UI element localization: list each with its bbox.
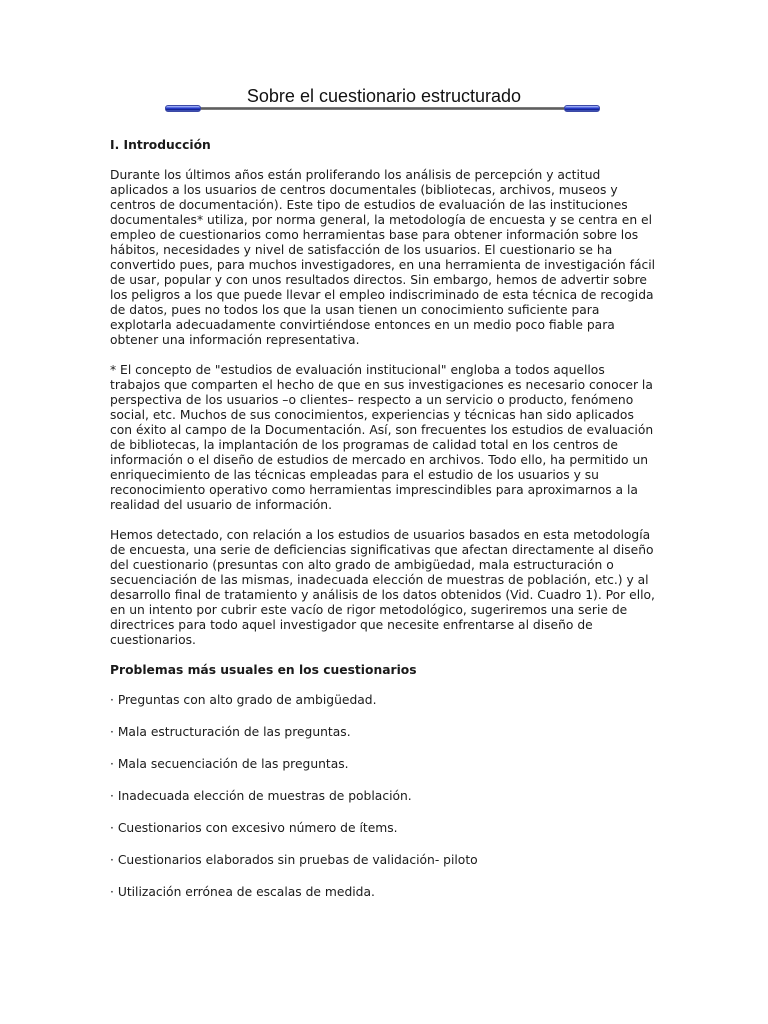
list-item: · Preguntas con alto grado de ambigüedad. (110, 693, 377, 707)
divider-cap-left (165, 105, 201, 112)
list-item: · Cuestionarios con excesivo número de ítems. (110, 821, 398, 835)
divider-cap-right (564, 105, 600, 112)
page-title: Sobre el cuestionario estructurado (246, 86, 522, 106)
list-item: · Utilización errónea de escalas de medida. (110, 885, 375, 899)
list-item: · Inadecuada elección de muestras de población. (110, 789, 412, 803)
paragraph-footnote: * El concepto de "estudios de evaluación institucional" engloba a todos aquellos trabajos que comparten el hecho de que en sus investigaciones es necesario conocer la perspectiva de los usuarios –o clientes– respecto a un servicio o producto, fenómeno social, etc. Muchos de sus conocimientos, experiencias y técnicas han sido aplicados con éxito al campo de la Documentación. Así, son frecuentes los estudios de evaluación de bibliotecas, la implantación de los programas de calidad total en los centros de información o el diseño de estudios de mercado en archivos. Todo ello, ha permitido un enriquecimiento de las técnicas empleadas para el estudio de los usuarios y su reconocimiento operativo como herramientas imprescindibles para aproximarnos a la realidad del usuario de información. (110, 363, 654, 512)
list-item: · Mala estructuración de las preguntas. (110, 725, 351, 739)
list-item: · Cuestionarios elaborados sin pruebas de validación- piloto (110, 853, 478, 867)
section-heading-introduccion: I. Introducción (110, 138, 211, 152)
divider-bar (165, 107, 600, 110)
paragraph-intro: Durante los últimos años están proliferando los análisis de percepción y actitud aplicados a los usuarios de centros documentales (bibliotecas, archivos, museos y centros de documentación). Este tipo de estudios de evaluación de las instituciones documentales* utiliza, por norma general, la metodología de encuesta y se centra en el empleo de cuestionarios como herramientas base para obtener información sobre los hábitos, necesidades y nivel de satisfacción de los usuarios. El cuestionario se ha convertido pues, para muchos investigadores, en una herramienta de investigación fácil de usar, popular y con unos resultados directos. Sin embargo, hemos de advertir sobre los peligros a los que puede llevar el empleo indiscriminado de esta técnica de recogida de datos, pues no todos los que la usan tienen un conocimiento suficiente para explotarla adecuadamente convirtiéndose entonces en un medio poco fiable para obtener una información representativa. (110, 168, 656, 347)
problems-list (110, 693, 658, 900)
document-body (110, 138, 658, 917)
list-item: · Mala secuenciación de las preguntas. (110, 757, 349, 771)
section-heading-problemas: Problemas más usuales en los cuestionarios (110, 663, 417, 677)
title-divider (165, 104, 600, 114)
paragraph-deficiencias: Hemos detectado, con relación a los estudios de usuarios basados en esta metodología de encuesta, una serie de deficiencias significativas que afectan directamente al diseño del cuestionario (presuntas con alto grado de ambigüedad, mala estructuración o secuenciación de las mismas, inadecuada elección de muestras de población, etc.) y al desarrollo final de tratamiento y análisis de los datos obtenidos (Vid. Cuadro 1). Por ello, en un intento por cubrir este vacío de rigor metodológico, sugeriremos una serie de directrices para todo aquel investigador que necesite enfrentarse al diseño de cuestionarios. (110, 528, 655, 647)
